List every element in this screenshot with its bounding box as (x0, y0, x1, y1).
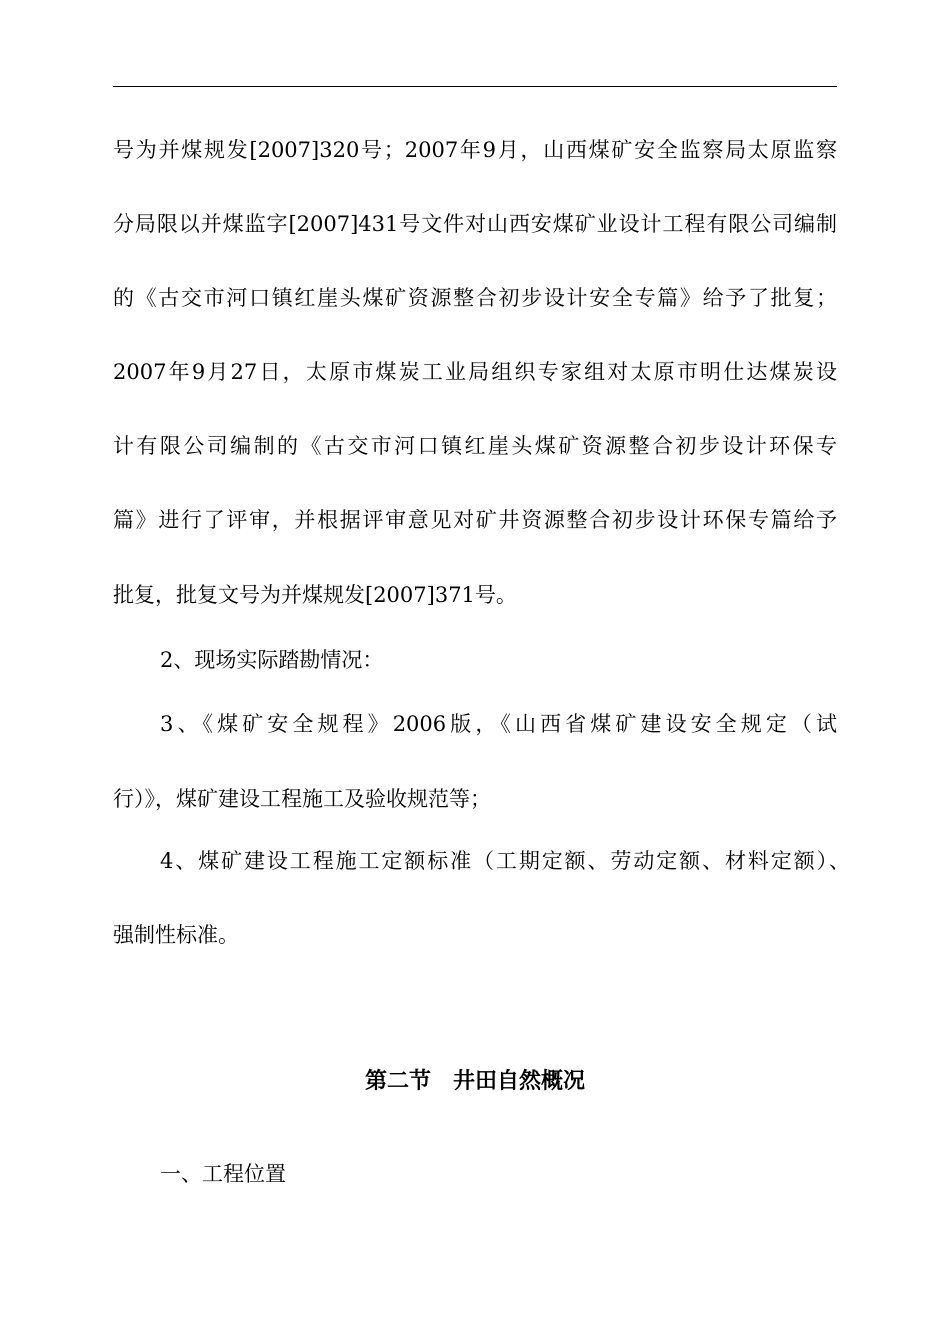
text-line-1: 号为并煤规发[2007]320号；2007年9月，山西煤矿安全监察局太原监察 (113, 138, 837, 162)
text-line-2: 分局限以并煤监字[2007]431号文件对山西安煤矿业设计工程有限公司编制 (113, 212, 837, 236)
subheading: 一、工程位置 (160, 1162, 286, 1186)
text-line-6: 篇》进行了评审，并根据评审意见对矿井资源整合初步设计环保专篇给予 (113, 508, 837, 532)
text-line-7: 批复，批复文号为并煤规发[2007]371号。 (113, 583, 517, 607)
list-item-4-line-2: 强制性标准。 (113, 923, 239, 947)
text-line-3: 的《古交市河口镇红崖头煤矿资源整合初步设计安全专篇》给予了批复； (113, 286, 837, 310)
list-item-3-line-2: 行）》，煤矿建设工程施工及验收规范等； (113, 787, 491, 811)
section-title: 第二节 井田自然概况 (364, 1069, 585, 1094)
list-item-4-line-1: 4、煤矿建设工程施工定额标准（工期定额、劳动定额、材料定额）、 (160, 849, 850, 873)
header-rule (113, 86, 837, 87)
text-line-4: 2007年9月27日，太原市煤炭工业局组织专家组对太原市明仕达煤炭设 (113, 360, 837, 384)
list-item-2: 2、现场实际踏勘情况： (160, 648, 384, 672)
text-line-5: 计有限公司编制的《古交市河口镇红崖头煤矿资源整合初步设计环保专 (113, 434, 837, 458)
list-item-3-line-1: 3、《煤矿安全规程》2006版，《山西省煤矿建设安全规定（试 (160, 712, 837, 736)
